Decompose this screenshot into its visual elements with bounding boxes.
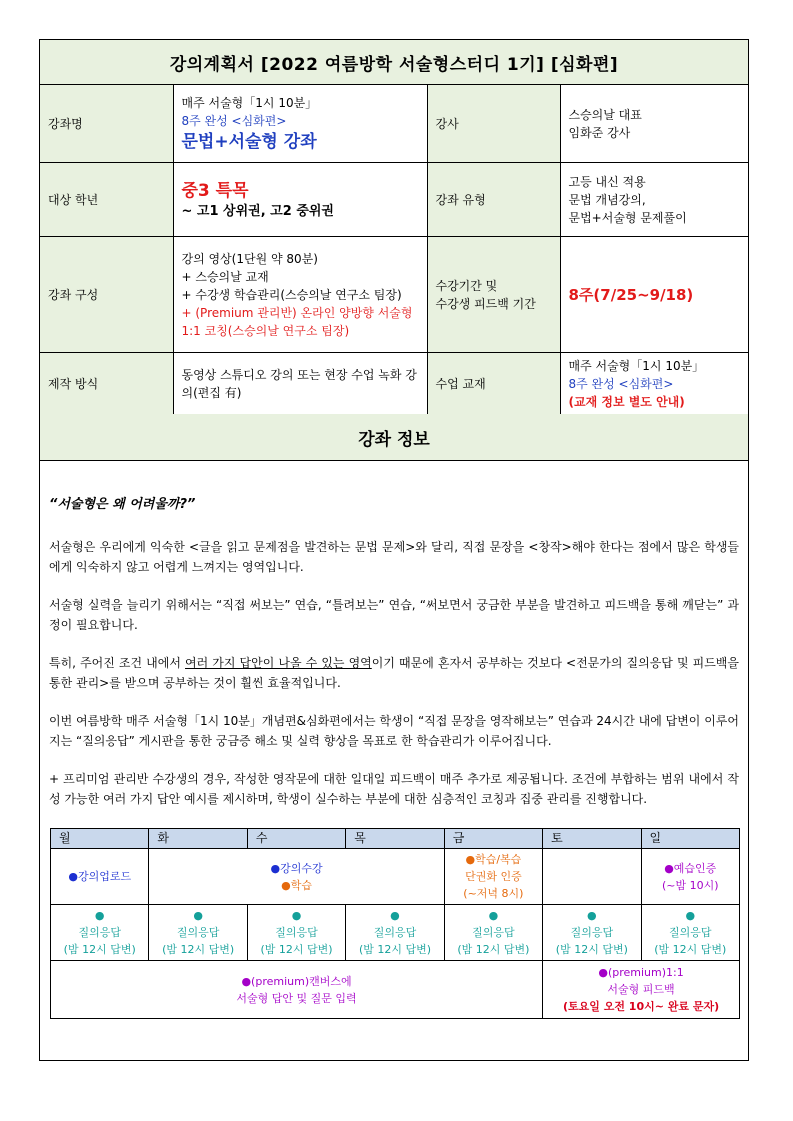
day-sat: 토 <box>543 829 641 849</box>
label-target-grade: 대상 학년 <box>40 163 173 237</box>
day-tue: 화 <box>149 829 247 849</box>
production-value: 동영상 스튜디오 강의 또는 현장 수업 녹화 강의(편집 有) <box>173 353 427 415</box>
label-course-name: 강좌명 <box>40 85 173 163</box>
qa-mon: ● 질의응답 (밤 12시 답변) <box>51 905 149 961</box>
row-course-name <box>40 85 748 163</box>
label-production: 제작 방식 <box>40 353 173 415</box>
day-thu: 목 <box>346 829 444 849</box>
day-mon: 월 <box>51 829 149 849</box>
composition-value: 강의 영상(1단원 약 80분) + 스승의날 교재 + 수강생 학습관리(스승의날 연구소 팀장) + (Premium 관리반) 온라인 양방향 서술형 1:1 코칭(스승의날 연구소 팀장) <box>173 237 427 353</box>
task-preview-certify: ●예습인증 (~밤 10시) <box>641 849 739 905</box>
section-title: 강좌 정보 <box>40 414 748 461</box>
row-composition <box>40 237 748 353</box>
qa-tue: ● 질의응답 (밤 12시 답변) <box>149 905 247 961</box>
qa-thu: ● 질의응답 (밤 12시 답변) <box>346 905 444 961</box>
paragraph-5: + 프리미엄 관리반 수강생의 경우, 작성한 영작문에 대한 일대일 피드백이 매주 추가로 제공됩니다. 조건에 부합하는 범위 내에서 작성 가능한 여러 가지 답안 예시를 제시하며, 학생이 실수하는 부분에 대한 심층적인 코칭과 집중 관리를 진행합니다. <box>49 772 739 806</box>
course-name-value: 매주 서술형「1시 10분」 8주 완성 <심화편> 문법+서술형 강좌 <box>173 85 427 163</box>
label-period: 수강기간 및 수강생 피드백 기간 <box>427 237 560 353</box>
weekly-schedule-table <box>50 828 740 1019</box>
qa-wed: ● 질의응답 (밤 12시 답변) <box>247 905 345 961</box>
task-lecture-upload: ●강의업로드 <box>51 849 149 905</box>
task-lecture-study: ●강의수강 ●학습 <box>149 849 444 905</box>
schedule-header-row <box>51 829 740 849</box>
label-course-type: 강좌 유형 <box>427 163 560 237</box>
task-sat-empty <box>543 849 641 905</box>
label-instructor: 강사 <box>427 85 560 163</box>
schedule-row-premium <box>51 961 740 1019</box>
course-description <box>49 495 739 827</box>
label-composition: 강좌 구성 <box>40 237 173 353</box>
day-fri: 금 <box>444 829 542 849</box>
row-production <box>40 353 748 415</box>
period-value: 8주(7/25~9/18) <box>560 237 748 353</box>
day-sun: 일 <box>641 829 739 849</box>
schedule-row-qa <box>51 905 740 961</box>
label-textbook: 수업 교재 <box>427 353 560 415</box>
qa-sun: ● 질의응답 (밤 12시 답변) <box>641 905 739 961</box>
qa-fri: ● 질의응답 (밤 12시 답변) <box>444 905 542 961</box>
course-info-table <box>40 84 748 415</box>
qa-sat: ● 질의응답 (밤 12시 답변) <box>543 905 641 961</box>
document-title: 강의계획서 [2022 여름방학 서술형스터디 1기] [심화편] <box>40 40 748 85</box>
paragraph-2: 서술형 실력을 늘리기 위해서는 “직접 써보는” 연습, “틀려보는” 연습, “써보면서 궁금한 부분을 발견하고 피드백을 통해 깨닫는” 과정이 필요합니다. <box>49 598 739 632</box>
premium-feedback: ●(premium)1:1 서술형 피드백 (토요일 오전 10시~ 완료 문자) <box>543 961 740 1019</box>
paragraph-3: 특히, 주어진 조건 내에서 여러 가지 답안이 나올 수 있는 영역이기 때문에 혼자서 공부하는 것보다 <전문가의 질의응답 및 피드백을 통한 관리>를 받으며 공부하는 것이 훨씬 효율적입니다. <box>49 656 739 690</box>
row-target <box>40 163 748 237</box>
quote-heading: “서술형은 왜 어려울까?” <box>49 497 196 512</box>
schedule-row-tasks <box>51 849 740 905</box>
target-grade-value: 중3 특목 ~ 고1 상위권, 고2 중위권 <box>173 163 427 237</box>
paragraph-4: 이번 여름방학 매주 서술형「1시 10분」개념편&심화편에서는 학생이 “직접 문장을 영작해보는” 연습과 24시간 내에 답변이 이루어지는 “질의응답” 게시판을 통한 궁금증 해소 및 실력 향상을 목표로 한 학습관리가 이루어집니다. <box>49 714 739 748</box>
task-review-certify: ●학습/복습 단권화 인증 (~저녁 8시) <box>444 849 542 905</box>
day-wed: 수 <box>247 829 345 849</box>
course-type-value: 고등 내신 적용 문법 개념강의, 문법+서술형 문제풀이 <box>560 163 748 237</box>
paragraph-1: 서술형은 우리에게 익숙한 <글을 읽고 문제점을 발견하는 문법 문제>와 달리, 직접 문장을 <창작>해야 한다는 점에서 많은 학생들에게 익숙하지 않고 어렵게 느껴지는 영역입니다. <box>49 540 739 574</box>
textbook-value: 매주 서술형「1시 10분」 8주 완성 <심화편> (교재 정보 별도 안내) <box>560 353 748 415</box>
premium-canvas-input: ●(premium)캔버스에 서술형 답안 및 질문 입력 <box>51 961 543 1019</box>
lecture-plan-document <box>39 39 749 1061</box>
instructor-value: 스승의날 대표 임화준 강사 <box>560 85 748 163</box>
